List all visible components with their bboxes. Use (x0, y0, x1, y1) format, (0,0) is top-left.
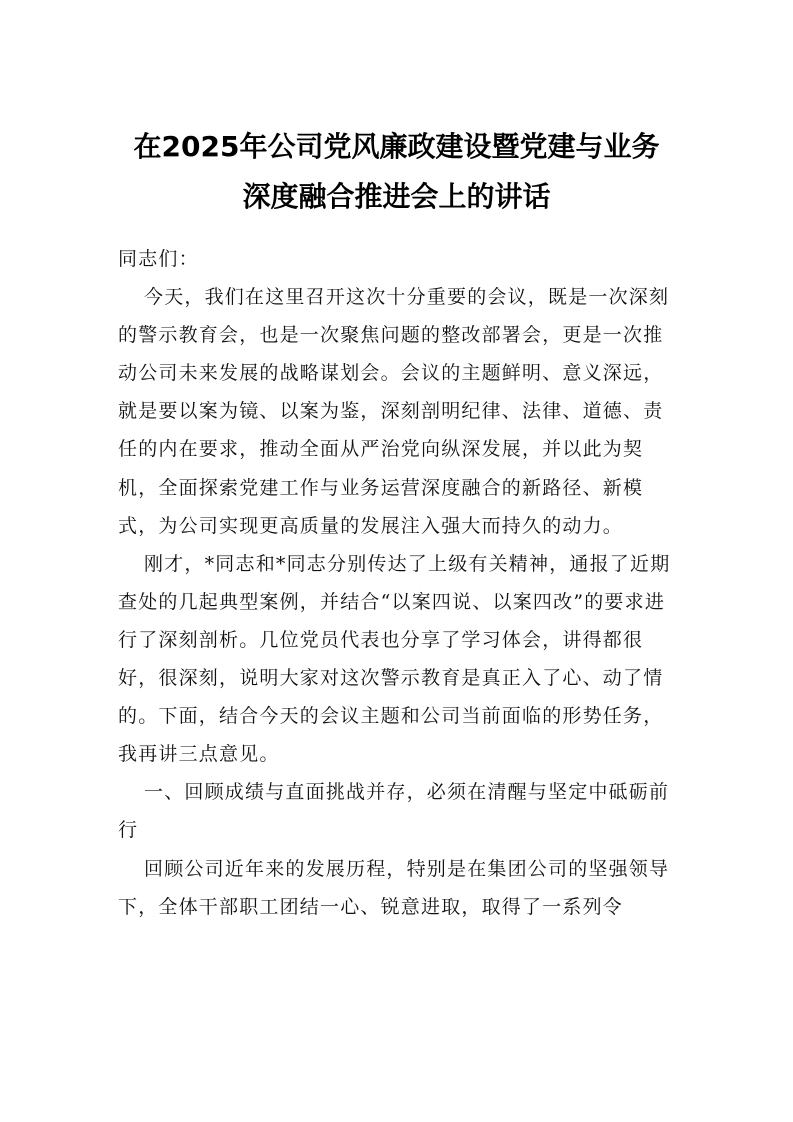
title-line-2: 深度融合推进会上的讲话 (242, 180, 551, 213)
greeting: 同志们： (118, 248, 199, 270)
title-line-1: 在2025年公司党风廉政建设暨党建与业务 (133, 130, 660, 163)
section-paragraph: 回顾公司近年来的发展历程，特别是在集团公司的坚强领导下，全体干部职工团结一心、锐意进取，取得了一系列令 (118, 857, 670, 918)
section-heading: 一、回顾成绩与直面挑战并存，必须在清醒与坚定中砥砺前行 (118, 781, 670, 842)
document-body (118, 240, 678, 926)
paragraph-opening: 今天，我们在这里召开这次十分重要的会议，既是一次深刻的警示教育会，也是一次聚焦问题的整改部署会，更是一次推动公司未来发展的战略谋划会。会议的主题鲜明、意义深远，就是要以案为镜、以案为鉴，深刻剖明纪律、法律、道德、责任的内在要求，推动全面从严治党向纵深发展，并以此为契机，全面探索党建工作与业务运营深度融合的新路径、新模式，为公司实现更高质量的发展注入强大而持久的动力。 (118, 286, 670, 537)
document-title (90, 122, 703, 222)
paragraph-review: 刚才，*同志和*同志分别传达了上级有关精神，通报了近期查处的几起典型案例，并结合“以案四说、以案四改”的要求进行了深刻剖析。几位党员代表也分享了学习体会，讲得都很好，很深刻，说明大家对这次警示教育是真正入了心、动了情的。下面，结合今天的会议主题和公司当前面临的形势任务，我再讲三点意见。 (118, 552, 671, 766)
